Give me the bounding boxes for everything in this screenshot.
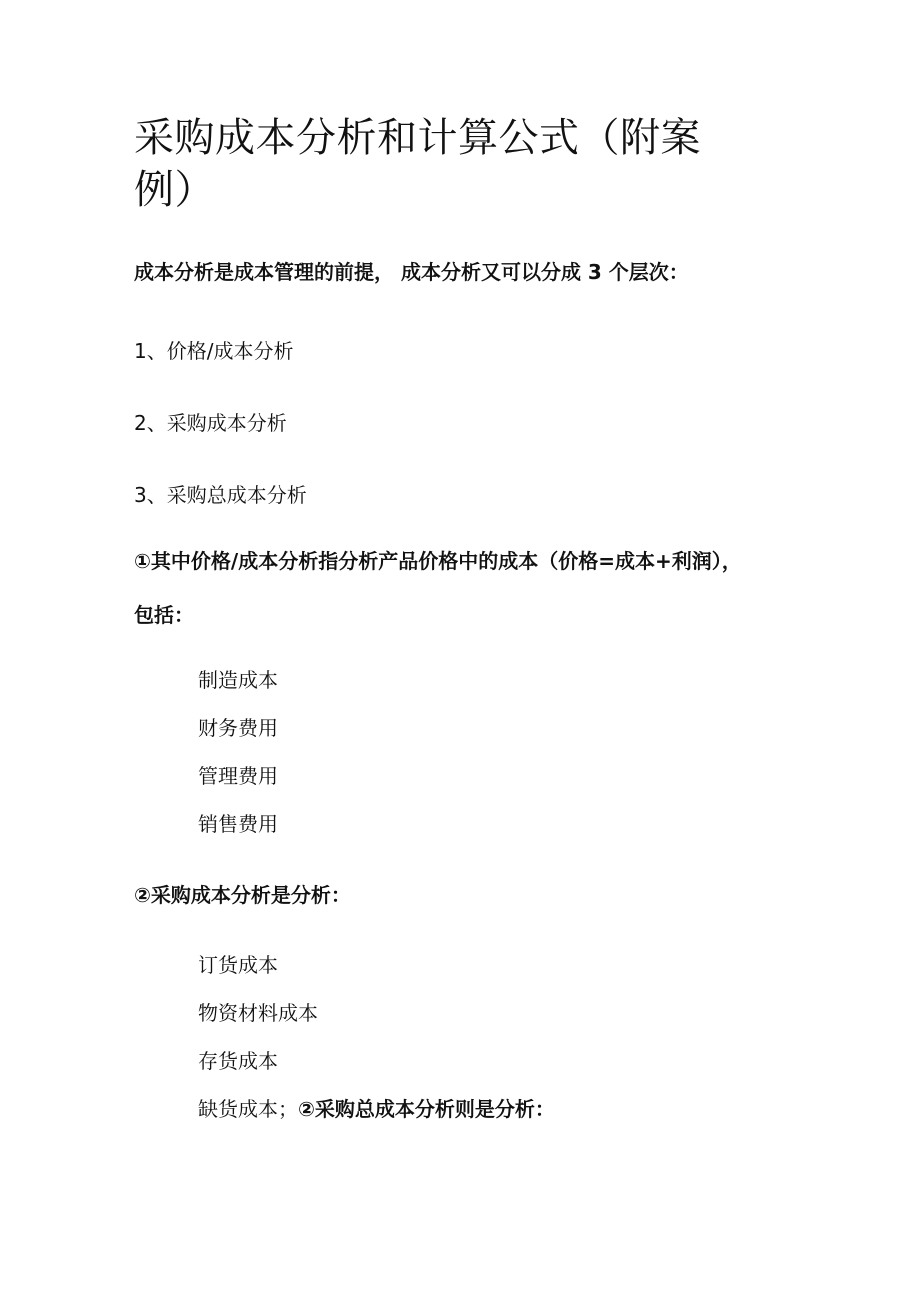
document-title: 采购成本分析和计算公式（附案例） <box>134 115 701 213</box>
section1-item-2: 财务费用 <box>198 716 278 740</box>
section3-heading: ②采购总成本分析则是分析： <box>298 1097 555 1121</box>
section2-last-item: 缺货成本； <box>198 1097 298 1121</box>
section1-item-3: 管理费用 <box>198 764 278 788</box>
section1-item-1: 制造成本 <box>198 668 278 692</box>
section2-item-2: 物资材料成本 <box>198 1001 318 1025</box>
section2-heading: ②采购成本分析是分析： <box>134 883 351 907</box>
section2-item-4 <box>198 1095 555 1123</box>
level-item-2: 2、采购成本分析 <box>134 411 287 435</box>
section2-item-1: 订货成本 <box>198 953 278 977</box>
level-item-3: 3、采购总成本分析 <box>134 483 307 507</box>
section1-heading: ①其中价格/成本分析指分析产品价格中的成本（价格=成本+利润），包括： <box>134 549 742 627</box>
level-item-1: 1、价格/成本分析 <box>134 339 294 363</box>
section1-item-4: 销售费用 <box>198 812 278 836</box>
section2-item-3: 存货成本 <box>198 1049 278 1073</box>
intro-text: 成本分析是成本管理的前提， 成本分析又可以分成 3 个层次： <box>134 260 689 284</box>
